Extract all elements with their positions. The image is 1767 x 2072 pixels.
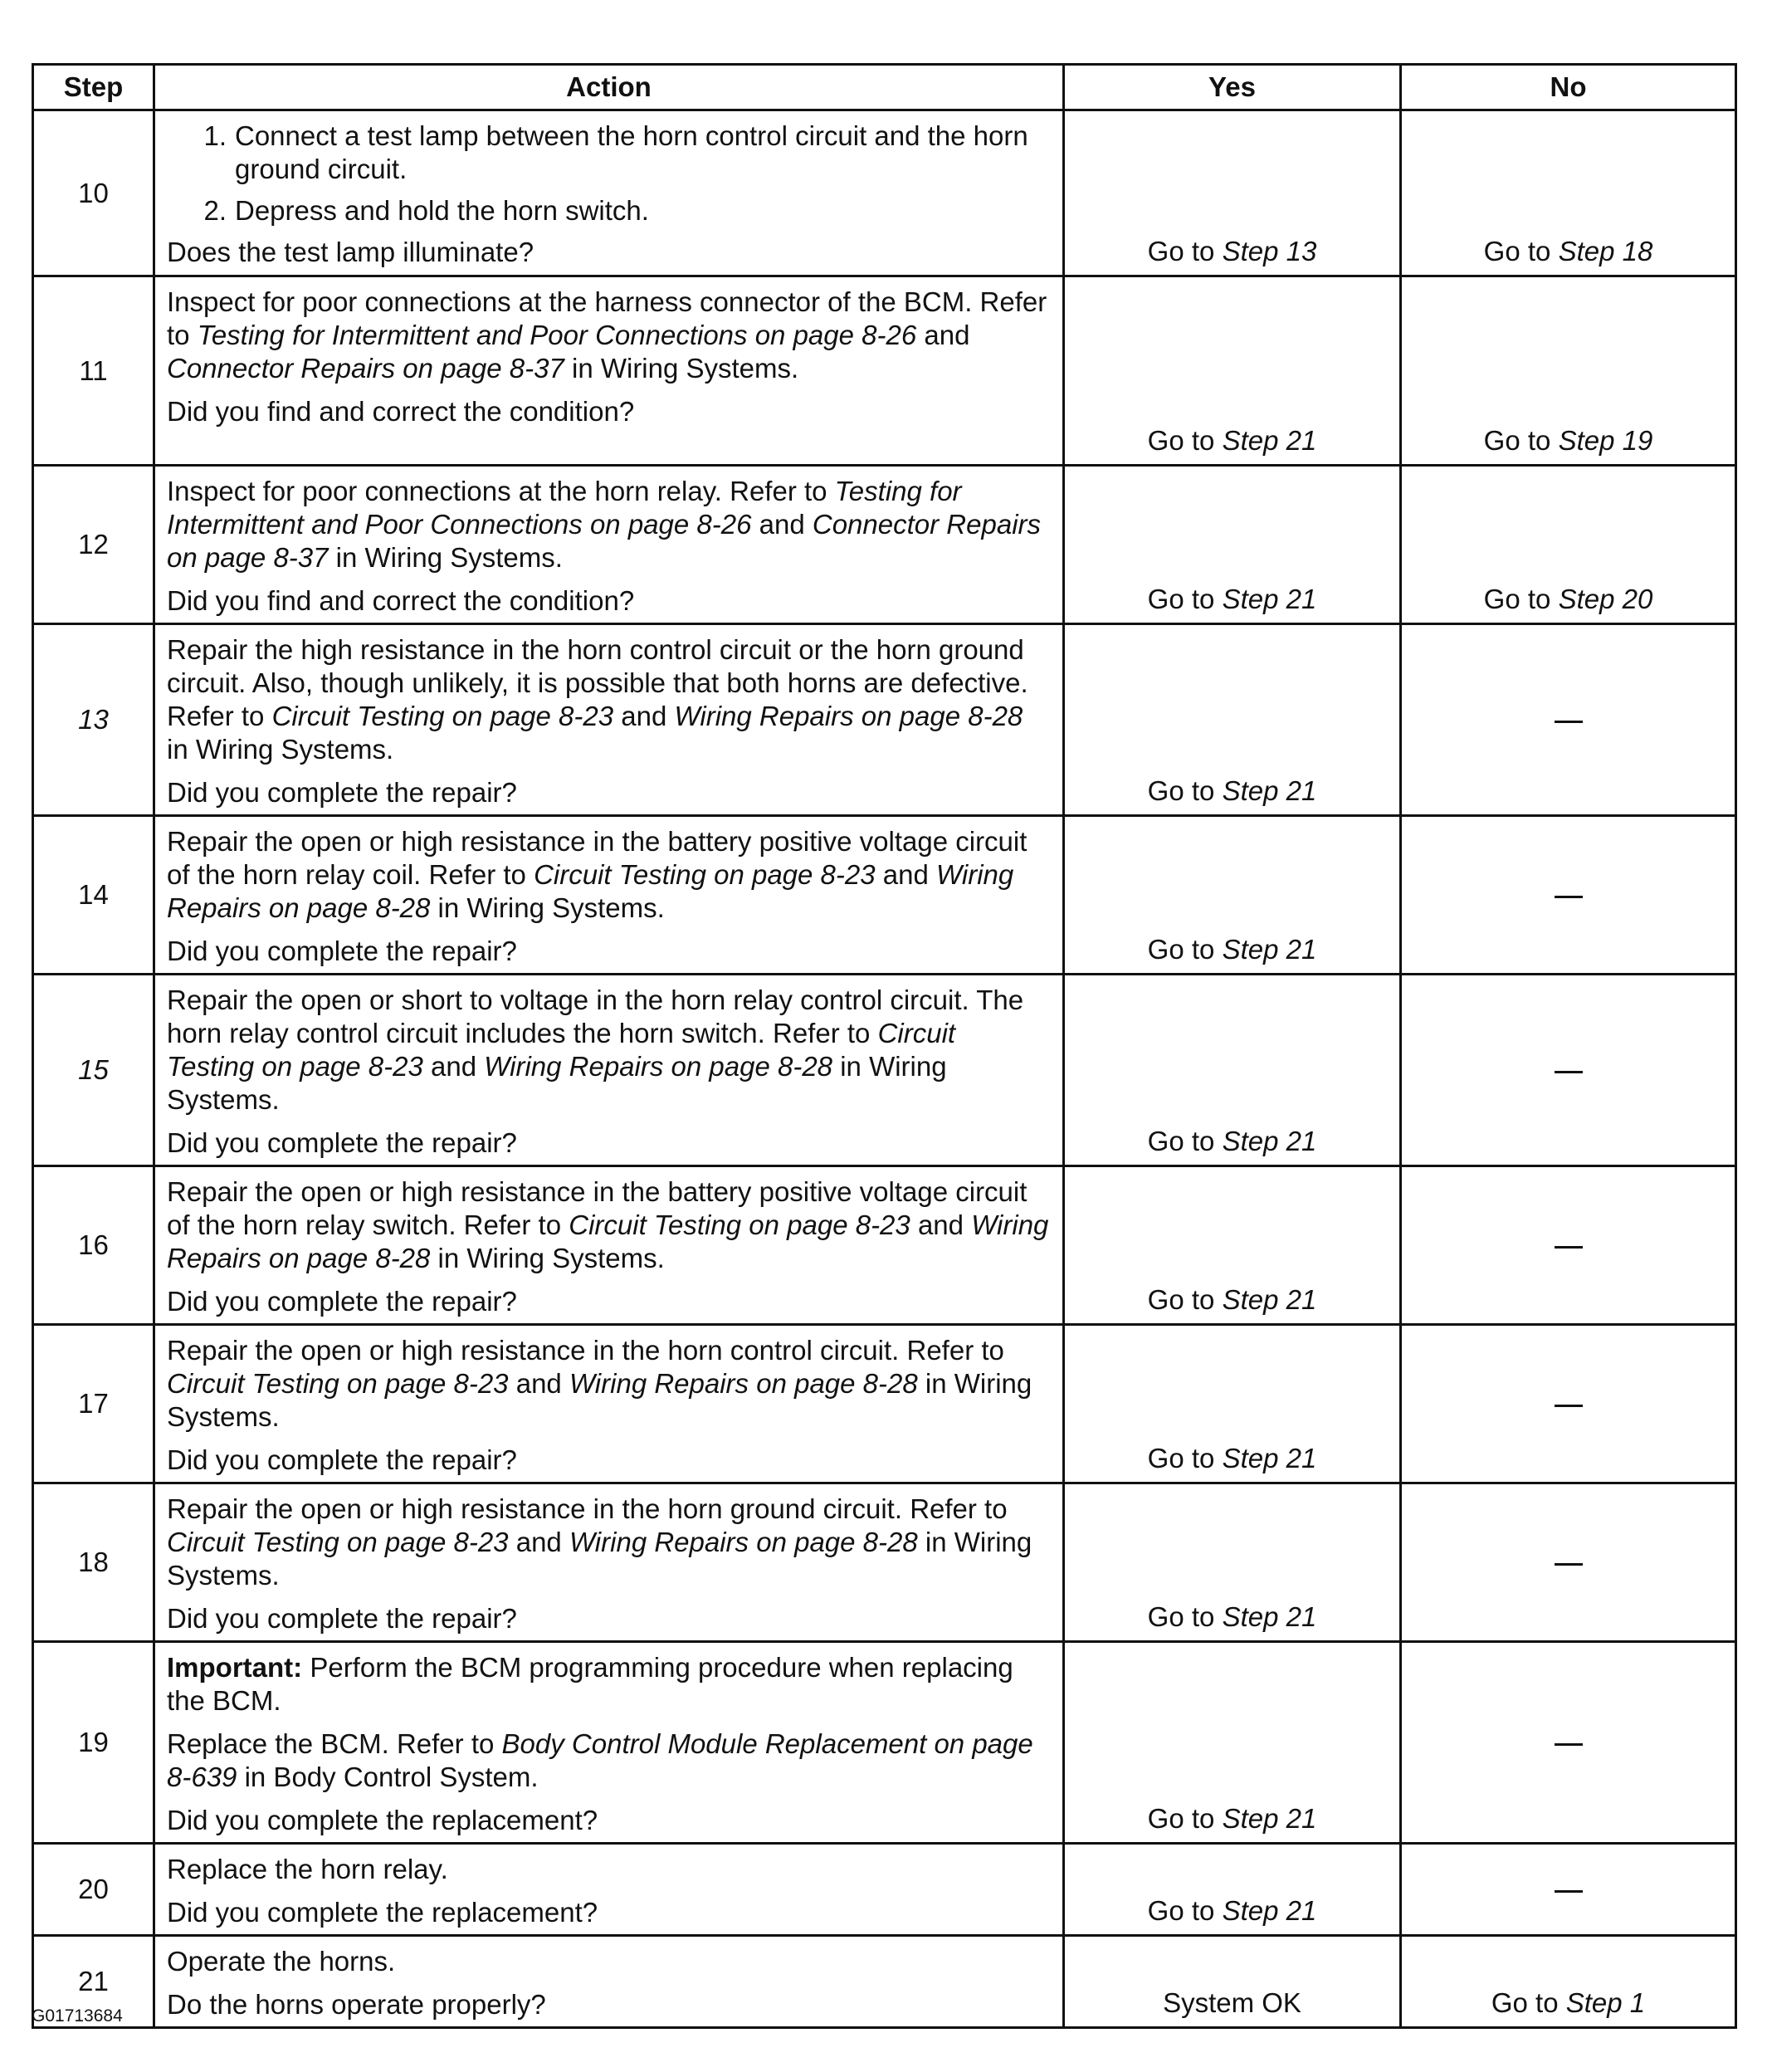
instruction-segment: Inspect for poor connections at the harness connector of the BCM. Refer to — [167, 286, 1047, 350]
yes-cell — [1064, 1936, 1401, 2028]
reference-text: Wiring Repairs on page 8-28 — [569, 1527, 918, 1557]
question-text: Did you complete the repair? — [167, 936, 517, 966]
instruction-text — [167, 286, 1049, 385]
instruction-segment: Inspect for poor connections at the horn relay. Refer to — [167, 476, 835, 506]
instruction-segment: and — [422, 1051, 485, 1082]
step-cell: 14 — [33, 816, 154, 975]
important-text: Perform the BCM programming procedure when replacing the BCM. — [167, 1652, 1013, 1716]
dash-icon — [1555, 1071, 1583, 1073]
action-cell — [154, 1483, 1064, 1642]
step-cell: 19 — [33, 1642, 154, 1844]
yes-result: Go to — [1147, 1443, 1223, 1473]
table-row — [33, 466, 1736, 624]
instruction-segment: Repair the open or high resistance in the battery positive voltage circuit of the horn relay coil. Refer to — [167, 826, 1027, 890]
instruction-segment: Repair the open or short to voltage in the horn relay control circuit. The horn relay control circuit includes the horn switch. Refer to — [167, 985, 1024, 1048]
table-row — [33, 816, 1736, 975]
instruction-segment: Replace the horn relay. — [167, 1854, 448, 1884]
no-result: Go to — [1483, 584, 1559, 614]
question-text: Did you find and correct the condition? — [167, 396, 635, 427]
no-cell — [1401, 466, 1736, 624]
no-cell — [1401, 1936, 1736, 2028]
instruction-segment: in Wiring Systems. — [167, 1051, 947, 1115]
instruction-text — [167, 1945, 1049, 1978]
yes-step-reference: Step 21 — [1222, 584, 1317, 614]
dash-icon — [1555, 1405, 1583, 1407]
yes-result: Go to — [1147, 1803, 1223, 1834]
yes-step-reference: Step 21 — [1222, 1601, 1317, 1632]
yes-step-reference: Step 21 — [1222, 1284, 1317, 1315]
reference-text: Wiring Repairs on page 8-28 — [569, 1368, 918, 1399]
action-cell — [154, 1166, 1064, 1325]
action-cell — [154, 816, 1064, 975]
step-cell: 13 — [33, 624, 154, 816]
yes-cell — [1064, 1844, 1401, 1936]
question-text: Did you complete the repair? — [167, 1286, 517, 1317]
question-text: Did you complete the replacement? — [167, 1805, 598, 1835]
table-row — [33, 624, 1736, 816]
action-cell — [154, 975, 1064, 1166]
no-cell — [1401, 1325, 1736, 1483]
yes-cell — [1064, 975, 1401, 1166]
instruction-text — [167, 475, 1049, 574]
table-row — [33, 1844, 1736, 1936]
action-cell — [154, 624, 1064, 816]
step-cell: 16 — [33, 1166, 154, 1325]
yes-result: Go to — [1147, 1895, 1223, 1926]
header-no: No — [1401, 65, 1736, 110]
yes-cell — [1064, 276, 1401, 466]
no-result: Go to — [1483, 425, 1559, 456]
numbered-step — [167, 194, 1049, 227]
no-cell — [1401, 1642, 1736, 1844]
question-text: Did you complete the repair? — [167, 1603, 517, 1634]
yes-step-reference: Step 21 — [1222, 425, 1317, 456]
instruction-segment: and — [613, 701, 675, 731]
instruction-segment: Repair the high resistance in the horn control circuit or the horn ground circuit. Also, though unlikely, it is possible that both horns are defective. Refer to — [167, 634, 1028, 731]
important-label: Important: — [167, 1652, 303, 1683]
yes-result: Go to — [1147, 425, 1223, 456]
action-cell — [154, 110, 1064, 276]
reference-text: Connector Repairs on page 8-37 — [167, 509, 1042, 573]
question-text: Do the horns operate properly? — [167, 1989, 546, 2020]
step-cell: 15 — [33, 975, 154, 1166]
yes-result: Go to — [1147, 1284, 1223, 1315]
yes-cell — [1064, 1642, 1401, 1844]
no-result: Go to — [1491, 1987, 1566, 2018]
yes-result: Go to — [1147, 775, 1223, 806]
no-cell — [1401, 110, 1736, 276]
table-header — [33, 65, 1736, 110]
instruction-text — [167, 633, 1049, 766]
no-cell — [1401, 1166, 1736, 1325]
yes-step-reference: Step 13 — [1222, 236, 1317, 266]
header-step: Step — [33, 65, 154, 110]
yes-step-reference: Step 21 — [1222, 1803, 1317, 1834]
table-row — [33, 276, 1736, 466]
yes-step-reference: Step 21 — [1222, 1126, 1317, 1156]
instruction-text — [167, 1727, 1049, 1794]
numbered-step-number: 1. — [203, 120, 227, 151]
step-cell: 17 — [33, 1325, 154, 1483]
step-cell: 18 — [33, 1483, 154, 1642]
instruction-text — [167, 1175, 1049, 1275]
no-result: Go to — [1483, 236, 1559, 266]
yes-cell — [1064, 816, 1401, 975]
instruction-segment: and — [910, 1209, 972, 1240]
instruction-text — [167, 825, 1049, 925]
reference-text: Wiring Repairs on page 8-28 — [167, 1209, 1049, 1273]
instruction-segment: in Wiring Systems. — [167, 1368, 1032, 1432]
figure-id: G01713684 — [32, 2006, 123, 2026]
yes-cell — [1064, 466, 1401, 624]
numbered-step-text: Depress and hold the horn switch. — [235, 195, 649, 226]
no-step-reference: Step 20 — [1558, 584, 1653, 614]
yes-cell — [1064, 1483, 1401, 1642]
no-step-reference: Step 19 — [1558, 425, 1653, 456]
table-row — [33, 1325, 1736, 1483]
reference-text: Circuit Testing on page 8-23 — [534, 859, 876, 890]
question-text: Did you complete the repair? — [167, 1127, 517, 1158]
header-yes: Yes — [1064, 65, 1401, 110]
reference-text: Circuit Testing on page 8-23 — [569, 1209, 910, 1240]
yes-cell — [1064, 1166, 1401, 1325]
diagnostic-table — [32, 63, 1737, 2029]
reference-text: Wiring Repairs on page 8-28 — [167, 859, 1014, 923]
reference-text: Body Control Module Replacement on page 8-639 — [167, 1728, 1033, 1792]
reference-text: Circuit Testing on page 8-23 — [271, 701, 614, 731]
table-row — [33, 110, 1736, 276]
table-row — [33, 975, 1736, 1166]
table-row — [33, 1642, 1736, 1844]
yes-result: Go to — [1147, 1601, 1223, 1632]
yes-result: System OK — [1163, 1987, 1301, 2018]
reference-text: Circuit Testing on page 8-23 — [167, 1527, 509, 1557]
step-cell: 12 — [33, 466, 154, 624]
instruction-segment: in Wiring Systems. — [430, 892, 665, 923]
yes-cell — [1064, 1325, 1401, 1483]
instruction-text — [167, 1334, 1049, 1434]
question-text: Did you complete the repair? — [167, 1444, 517, 1475]
instruction-segment: in Wiring Systems. — [430, 1243, 665, 1273]
table-row — [33, 1936, 1736, 2028]
dash-icon — [1555, 721, 1583, 723]
reference-text: Testing for Intermittent and Poor Connections on page 8-26 — [197, 320, 917, 350]
instruction-segment: and — [508, 1527, 569, 1557]
step-cell: 10 — [33, 110, 154, 276]
dash-icon — [1555, 1563, 1583, 1566]
step-cell: 21 — [33, 1936, 154, 2028]
yes-result: Go to — [1147, 1126, 1223, 1156]
important-note — [167, 1651, 1049, 1718]
action-cell — [154, 1936, 1064, 2028]
numbered-step-number: 2. — [203, 195, 227, 226]
instruction-segment: in Wiring Systems. — [167, 1527, 1032, 1591]
yes-cell — [1064, 624, 1401, 816]
instruction-segment: and — [508, 1368, 569, 1399]
no-cell — [1401, 1844, 1736, 1936]
action-cell — [154, 1844, 1064, 1936]
yes-step-reference: Step 21 — [1222, 1895, 1317, 1926]
no-cell — [1401, 816, 1736, 975]
table-row — [33, 1483, 1736, 1642]
no-step-reference: Step 18 — [1558, 236, 1653, 266]
instruction-segment: Repair the open or high resistance in the horn ground circuit. Refer to — [167, 1493, 1008, 1524]
instruction-segment: in Body Control System. — [237, 1762, 539, 1792]
action-cell — [154, 466, 1064, 624]
numbered-step-text: Connect a test lamp between the horn control circuit and the horn ground circuit. — [235, 120, 1028, 184]
yes-result: Go to — [1147, 236, 1223, 266]
action-cell — [154, 1642, 1064, 1844]
yes-cell — [1064, 110, 1401, 276]
instruction-segment: in Wiring Systems. — [167, 734, 394, 765]
no-cell — [1401, 975, 1736, 1166]
question-text: Did you complete the repair? — [167, 777, 517, 808]
instruction-segment: Repair the open or high resistance in the horn control circuit. Refer to — [167, 1335, 1004, 1366]
header-row — [33, 65, 1736, 110]
no-step-reference: Step 1 — [1565, 1987, 1646, 2018]
question-text: Did you complete the replacement? — [167, 1897, 598, 1928]
reference-text: Circuit Testing on page 8-23 — [167, 1018, 956, 1082]
instruction-segment: Operate the horns. — [167, 1946, 396, 1977]
instruction-segment: in Wiring Systems. — [328, 542, 563, 573]
instruction-segment: and — [916, 320, 970, 350]
instruction-segment: and — [751, 509, 813, 540]
dash-icon — [1555, 1890, 1583, 1893]
action-cell — [154, 276, 1064, 466]
no-cell — [1401, 276, 1736, 466]
yes-result: Go to — [1147, 584, 1223, 614]
action-cell — [154, 1325, 1064, 1483]
instruction-text — [167, 984, 1049, 1117]
question-text: Does the test lamp illuminate? — [167, 237, 534, 267]
reference-text: Wiring Repairs on page 8-28 — [674, 701, 1023, 731]
dash-icon — [1555, 1246, 1583, 1249]
instruction-text — [167, 1493, 1049, 1592]
instruction-text — [167, 1853, 1049, 1886]
yes-step-reference: Step 21 — [1222, 934, 1317, 965]
question-text: Did you find and correct the condition? — [167, 585, 635, 616]
numbered-step — [167, 120, 1049, 186]
instruction-segment: in Wiring Systems. — [564, 353, 799, 384]
instruction-segment: Repair the open or high resistance in the battery positive voltage circuit of the horn relay switch. Refer to — [167, 1176, 1027, 1240]
yes-result: Go to — [1147, 934, 1223, 965]
reference-text: Testing for Intermittent and Poor Connections on page 8-26 — [167, 476, 962, 540]
step-cell: 11 — [33, 276, 154, 466]
reference-text: Circuit Testing on page 8-23 — [167, 1368, 509, 1399]
dash-icon — [1555, 1743, 1583, 1746]
step-cell: 20 — [33, 1844, 154, 1936]
table-body — [33, 110, 1736, 2028]
yes-step-reference: Step 21 — [1222, 775, 1317, 806]
dash-icon — [1555, 896, 1583, 898]
no-cell — [1401, 624, 1736, 816]
no-cell — [1401, 1483, 1736, 1642]
header-action: Action — [154, 65, 1064, 110]
instruction-segment: and — [875, 859, 937, 890]
table-row — [33, 1166, 1736, 1325]
instruction-segment: Replace the BCM. Refer to — [167, 1728, 502, 1759]
reference-text: Wiring Repairs on page 8-28 — [484, 1051, 833, 1082]
reference-text: Connector Repairs on page 8-37 — [167, 353, 564, 384]
yes-step-reference: Step 21 — [1222, 1443, 1317, 1473]
